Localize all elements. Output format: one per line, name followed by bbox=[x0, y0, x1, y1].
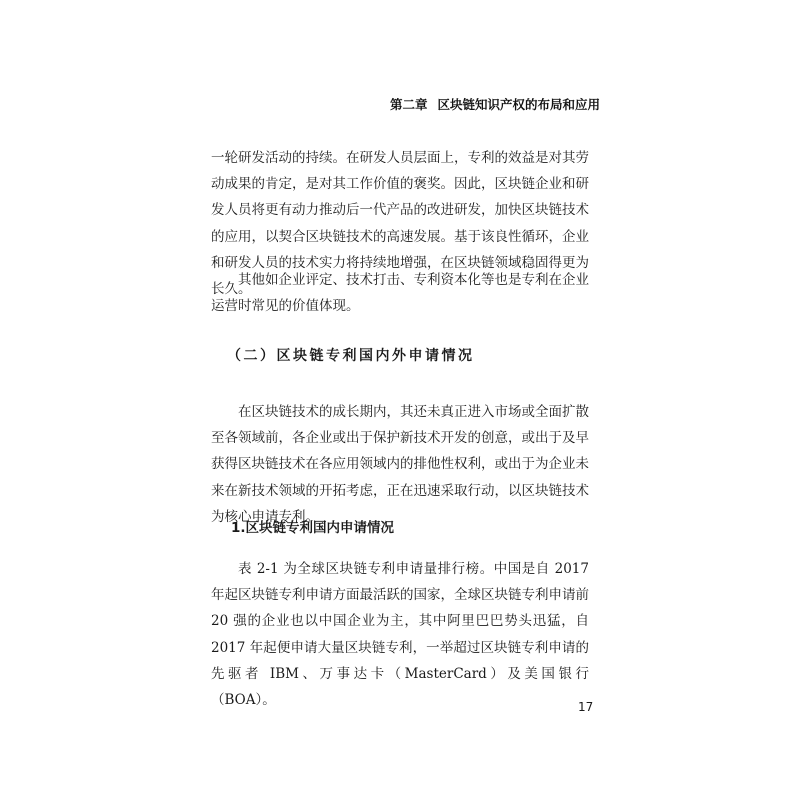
body-paragraph-1: 一轮研发活动的持续。在研发人员层面上，专利的效益是对其劳动成果的肯定，是对其工作价值的褒奖。因此，区块链企业和研发人员将更有动力推动后一代产品的改进研发，加快区块链技术的应用，以契合区块链技术的高速发展。基于该良性循环，企业和研发人员的技术实力将持续地增强，在区块链领域稳固得更为长久。 bbox=[211, 150, 589, 298]
page-number: 17 bbox=[578, 700, 594, 714]
body-paragraph-2: 其他如企业评定、技术打击、专利资本化等也是专利在企业运营时常见的价值体现。 bbox=[211, 272, 589, 315]
subsection-heading: 1.区块链专利国内申请情况 bbox=[231, 520, 395, 536]
chapter-title: 区块链知识产权的布局和应用 bbox=[437, 97, 600, 112]
running-header bbox=[390, 95, 600, 113]
body-paragraph-4: 表 2-1 为全球区块链专利申请量排行榜。中国是自 2017 年起区块链专利申请方面最活跃的国家，全球区块链专利申请前 20 强的企业也以中国企业为主，其中阿里巴巴势头迅猛，自 2017 年起便申请大量区块链专利，一举超过区块链专利申请的先驱者 IBM、万事达卡（MasterCard）及美国银行（BOA）。 bbox=[211, 561, 589, 709]
body-paragraph-3: 在区块链技术的成长期内，其还未真正进入市场或全面扩散至各领域前，各企业或出于保护新技术开发的创意，或出于及早获得区块链技术在各应用领域内的排他性权利，或出于为企业未来在新技术领域的开拓考虑，正在迅速采取行动，以区块链技术为核心申请专利。 bbox=[211, 404, 589, 525]
section-heading: （二）区块链专利国内外申请情况 bbox=[227, 348, 475, 364]
chapter-label: 第二章 bbox=[389, 97, 428, 112]
